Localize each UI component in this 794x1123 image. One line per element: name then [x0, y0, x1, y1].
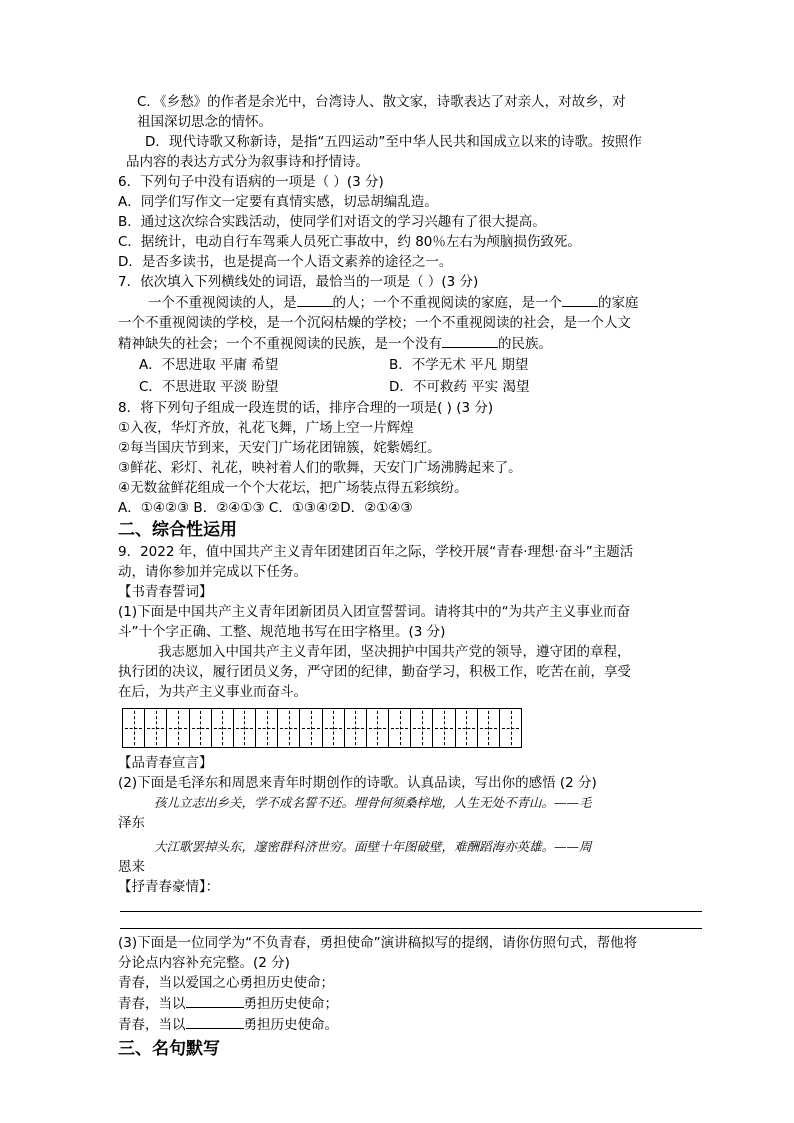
q7-passage-line3 — [118, 333, 708, 354]
q6-option-a: A．同学们写作文一定要有真情实感，切忌胡编乱造。 — [118, 194, 438, 210]
q9-intro-line2: 动，请你参加并完成以下任务。 — [118, 564, 307, 580]
q8-sentence-1: ①入夜，华灯齐放，礼花飞舞，广场上空一片辉煌 — [118, 420, 414, 436]
q5-option-c-line1: C．《乡愁》的作者是余光中，台湾诗人、散文家，诗歌表达了对亲人，对故乡，对 — [137, 94, 626, 110]
grid-cell[interactable] — [433, 709, 455, 747]
q9-sub3-line1: 青春，当以爱国之心勇担历史使命； — [118, 975, 334, 991]
grid-cell[interactable] — [345, 709, 367, 747]
q9-sub3-line2-prefix: 青春，当以 — [118, 996, 186, 1012]
q8-sentence-2: ②每当国庆节到来，天安门广场花团锦簇，姹紫嫣红。 — [118, 440, 441, 456]
q9-sub3-blank-2[interactable] — [186, 1014, 244, 1029]
q9-sub3-line3-prefix: 青春，当以 — [118, 1017, 186, 1033]
q8-sentence-4: ④无数盆鲜花组成一个个大花坛，把广场装点得五彩缤纷。 — [118, 480, 468, 496]
poem-mao-line2: 泽东 — [118, 815, 145, 831]
q9-oath-line2: 执行团的决议，履行团员义务，严守团的纪律，勤奋学习，积极工作，吃苦在前，享受 — [118, 664, 631, 680]
q9-oath-line3: 在后，为共产主义事业而奋斗。 — [118, 684, 307, 700]
q6-option-c: C．据统计，电动自行车驾乘人员死亡事故中，约 80％左右为颅脑损伤致死。 — [118, 234, 581, 250]
grid-cell[interactable] — [456, 709, 478, 747]
q7-options-row1 — [118, 354, 708, 376]
q5-option-d-line1: D．现代诗歌又称新诗，是指“五四运动”至中华人民共和国成立以来的诗歌。按照作 — [145, 134, 642, 150]
q9-sub3-line2-suffix: 勇担历史使命； — [243, 996, 338, 1012]
grid-cell[interactable] — [212, 709, 234, 747]
grid-cell[interactable] — [190, 709, 212, 747]
grid-cell[interactable] — [300, 709, 322, 747]
q6-option-b: B．通过这次综合实践活动，使同学们对语文的学习兴趣有了很大提高。 — [118, 214, 546, 230]
q9-sub3-line3-suffix: 勇担历史使命。 — [243, 1017, 338, 1033]
grid-cell[interactable] — [145, 709, 167, 747]
q9-answer-label: 【抒青春豪情】： — [118, 879, 220, 895]
poem-zhou-line2: 恩来 — [118, 859, 145, 875]
grid-cell[interactable] — [278, 709, 300, 747]
q7-option-b: B．不学无术 平凡 期望 — [389, 357, 529, 373]
q7-blank-2[interactable] — [562, 292, 598, 307]
q9-sub1-question-line2: 斗”十个字正确、工整、规范地书写在田字格里。(3 分) — [118, 624, 446, 640]
q7-text-a: 一个不重视阅读的人，是 — [148, 295, 297, 311]
q9-sub1-title: 【书青春誓词】 — [118, 584, 213, 600]
q9-sub2-title: 【品青春宣言】 — [118, 755, 213, 771]
q7-blank-3[interactable] — [442, 333, 498, 348]
q7-text-b: 的人；一个不重视阅读的家庭，是一个 — [332, 295, 562, 311]
grid-cell[interactable] — [234, 709, 256, 747]
grid-cell[interactable] — [500, 709, 521, 747]
answer-line[interactable] — [120, 911, 702, 912]
section-3-heading: 三、名句默写 — [118, 1039, 220, 1059]
grid-cell[interactable] — [411, 709, 433, 747]
answer-line[interactable] — [120, 928, 702, 929]
q8-options: A．①④②③ B．②④①③ C．①③④②D．②①④③ — [118, 500, 413, 516]
q9-sub3-question-line2: 分论点内容补充完整。(2 分) — [118, 955, 290, 971]
grid-cell[interactable] — [367, 709, 389, 747]
q7-text-c: 的家庭 — [598, 295, 639, 311]
q9-sub2-question: (2)下面是毛泽东和周恩来青年时期创作的诗歌。认真品读，写出你的感悟 (2 分) — [118, 775, 597, 791]
grid-cell[interactable] — [256, 709, 278, 747]
q9-oath-line1: 我志愿加入中国共产主义青年团，坚决拥护中国共产党的领导，遵守团的章程， — [158, 644, 631, 660]
q9-sub1-question-line1: (1)下面是中国共产主义青年团新团员入团宣誓誓词。请将其中的“为共产主义事业而奋 — [118, 604, 631, 620]
poem-zhou-line1: 大江歌罢掉头东，邃密群科济世穷。面壁十年图破壁，难酬蹈海亦英雄。——周 — [154, 839, 592, 854]
grid-cell[interactable] — [389, 709, 411, 747]
q8-stem: 8．将下列句子组成一段连贯的话，排序合理的一项是( ) (3 分) — [118, 400, 494, 416]
q9-sub3-blank-1[interactable] — [186, 993, 244, 1008]
q5-option-c-line2: 祖国深切思念的情怀。 — [137, 114, 272, 130]
q7-passage-line2: 一个不重视阅读的学校，是一个沉闷枯燥的学校；一个不重视阅读的社会，是一个人文 — [118, 315, 631, 331]
q7-option-d: D．不可救药 平实 渴望 — [389, 379, 530, 395]
poem-mao-line1: 孩儿立志出乡关，学不成名誓不还。埋骨何须桑梓地，人生无处不青山。——毛 — [154, 795, 592, 810]
q7-text-d: 精神缺失的社会；一个不重视阅读的民族，是一个没有 — [118, 336, 442, 352]
q9-sub3-question-line1: (3)下面是一位同学为“不负青春，勇担使命”演讲稿拟写的提纲，请你仿照句式，帮他将 — [118, 935, 638, 951]
tianzige-writing-grid[interactable] — [122, 708, 522, 748]
exam-page — [118, 92, 708, 1061]
q7-passage-line1 — [118, 292, 708, 313]
q9-intro-line1: 9．2022 年，值中国共产主义青年团建团百年之际，学校开展“青春·理想·奋斗”主题活 — [118, 544, 634, 560]
q7-blank-1[interactable] — [297, 292, 333, 307]
grid-cell[interactable] — [478, 709, 500, 747]
q6-option-d: D．是否多读书，也是提高一个人语文素养的途径之一。 — [118, 254, 453, 270]
grid-cell[interactable] — [323, 709, 345, 747]
q6-stem: 6．下列句子中没有语病的一项是（ ）(3 分) — [118, 174, 384, 190]
q7-option-c: C．不思进取 平淡 盼望 — [139, 379, 279, 395]
q7-option-a: A．不思进取 平庸 希望 — [139, 357, 279, 373]
section-2-heading: 二、综合性运用 — [118, 520, 237, 540]
grid-cell[interactable] — [123, 709, 145, 747]
grid-cell[interactable] — [167, 709, 189, 747]
q7-text-e: 的民族。 — [498, 336, 552, 352]
q7-stem: 7．依次填入下列横线处的词语，最恰当的一项是（ ）(3 分) — [118, 274, 479, 290]
q9-sub3-line2 — [118, 993, 708, 1014]
q7-options-row2 — [118, 376, 708, 398]
q5-option-d-line2: 品内容的表达方式分为叙事诗和抒情诗。 — [126, 154, 369, 170]
q9-sub3-line3 — [118, 1014, 708, 1035]
q8-sentence-3: ③鲜花、彩灯、礼花，映衬着人们的歌舞，天安门广场沸腾起来了。 — [118, 460, 522, 476]
